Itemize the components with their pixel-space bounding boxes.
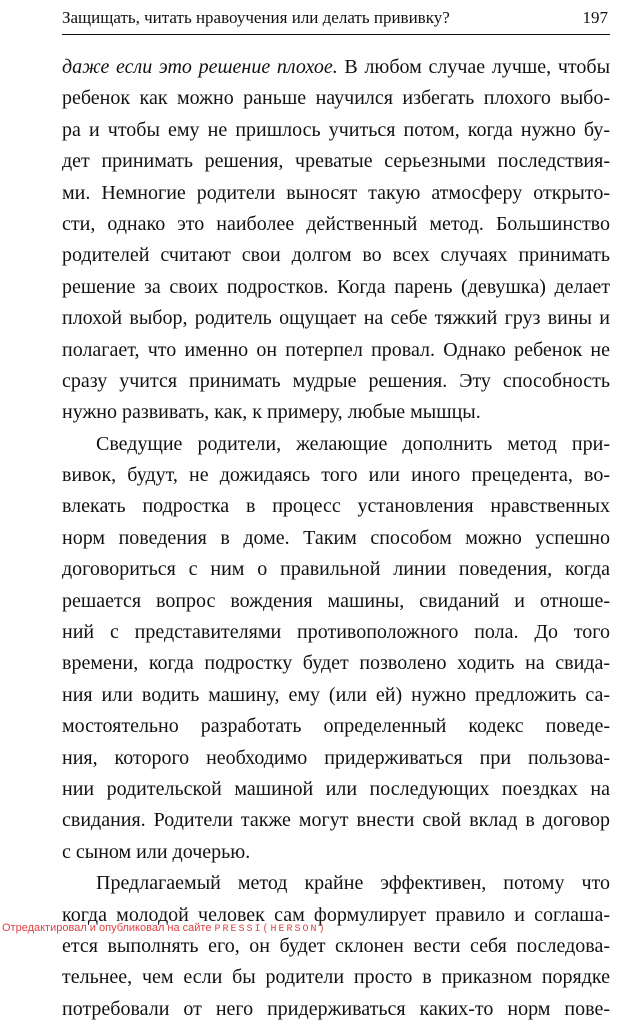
watermark-footer	[2, 922, 327, 935]
text-line: ний с представителями противоположного пола. До того	[62, 621, 610, 644]
text-line: когда молодой человек сам формулирует правило и соглаша-	[62, 903, 610, 926]
text-line: ния, которого необходимо придерживаться при пользова-	[62, 746, 610, 769]
text-line	[62, 52, 610, 83]
text-line: Предлагаемый метод крайне эффективен, потому что	[96, 872, 610, 895]
text-line: свидания. Родители также могут внести свой вклад в договор	[62, 809, 610, 832]
line-text: В любом случае лучше, чтобы	[337, 56, 611, 78]
text-line: решается вопрос вождения машины, свиданий и отноше-	[62, 589, 610, 612]
text-line: нии родительской машиной или последующих поездках на	[62, 777, 610, 800]
text-line: тельнее, чем если бы родители просто в приказном порядке	[62, 966, 610, 989]
watermark-text: Отредактировал и опубликовал на сайте	[2, 922, 212, 934]
text-line: ребенок как можно раньше научился избегать плохого выбо-	[62, 87, 610, 110]
text-line: мостоятельно разработать определенный кодекс поведе-	[62, 715, 610, 738]
text-line: ется выполнять его, он будет склонен вести себя последова-	[62, 934, 610, 957]
text-line: влекать подростка в процесс установления нравственных	[62, 495, 610, 518]
body-text	[62, 52, 610, 1025]
text-line: решение за своих подростков. Когда парень (девушка) делает	[62, 275, 610, 298]
text-line: потребовали от него придерживаться каких-то норм пове-	[62, 997, 610, 1020]
text-line: норм поведения в доме. Таким способом можно успешно	[62, 526, 610, 549]
text-line: дет принимать решения, чреватые серьезными последствия-	[62, 150, 610, 173]
text-line: плохой выбор, родитель ощущает на себе тяжкий груз вины и	[62, 307, 610, 330]
text-line: Сведущие родители, желающие дополнить метод при-	[96, 432, 610, 455]
text-line: сразу учится принимать мудрые решения. Эту способность	[62, 369, 610, 392]
text-line: полагает, что именно он потерпел провал. Однако ребенок не	[62, 338, 610, 361]
text-line: договориться с ним о правильной линии поведения, когда	[62, 558, 610, 581]
text-line: нужно развивать, как, к примеру, любые мышцы.	[62, 401, 481, 424]
text-line: родителей считают свои долгом во всех случаях принимать	[62, 244, 610, 267]
text-line: ми. Немногие родители выносят такую атмосферу открыто-	[62, 181, 610, 204]
text-line: ра и чтобы ему не пришлось учиться потом, когда нужно бу-	[62, 118, 610, 141]
text-line: времени, когда подростку будет позволено ходить на свида-	[62, 652, 610, 675]
chapter-title: Защищать, читать нравоучения или делать прививку?	[62, 8, 450, 27]
text-line: сти, однако это наиболее действенный метод. Большинство	[62, 212, 610, 235]
watermark-brand: PRESSI(HERSON)	[214, 924, 327, 935]
text-line: ния или водить машину, ему (или ей) нужно предложить са-	[62, 683, 610, 706]
running-header	[62, 6, 608, 36]
text-line: вивок, будут, не дожидаясь того или иного прецедента, во-	[62, 464, 610, 487]
page-number: 197	[582, 8, 608, 27]
header-rule	[62, 34, 610, 35]
text-line: с сыном или дочерью.	[62, 840, 251, 863]
italic-phrase: даже если это решение плохое.	[62, 56, 338, 78]
